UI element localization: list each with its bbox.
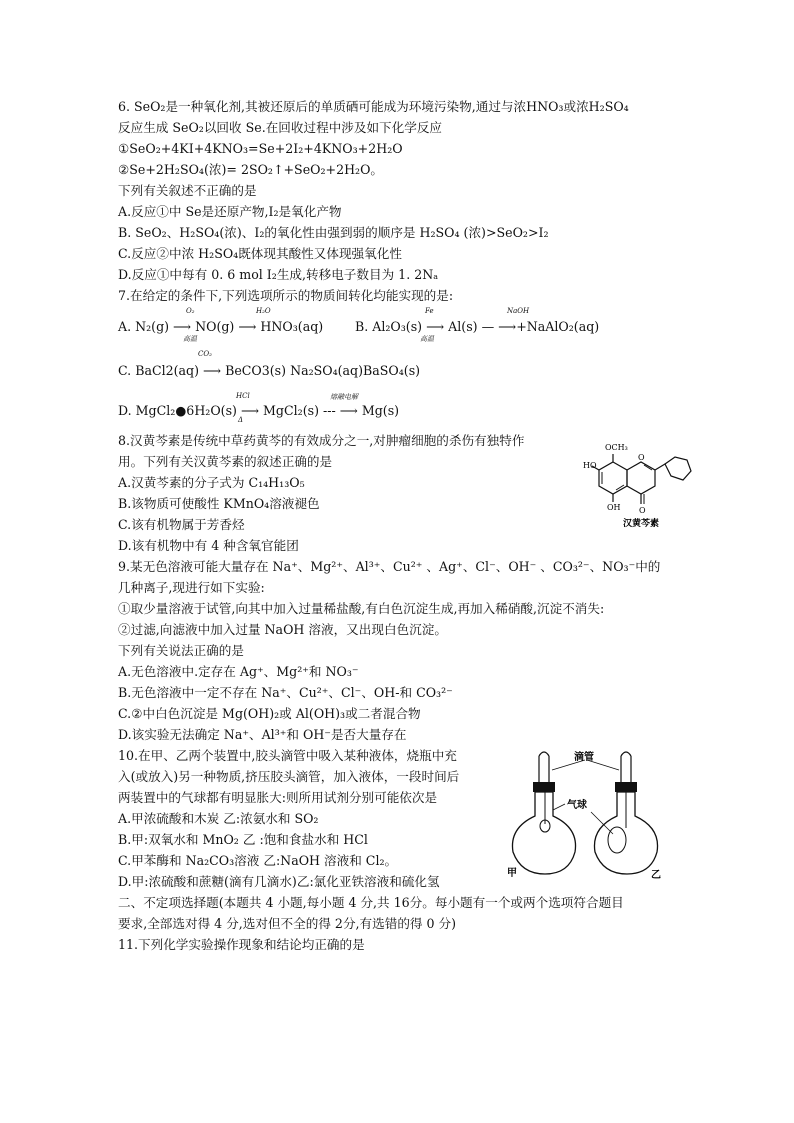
q7-c-arrow-label: CO₂ <box>198 350 212 358</box>
q9-option-b: B.无色溶液中一定不存在 Na⁺、Cu²⁺、Cl⁻、OH-和 CO₃²⁻ <box>118 685 453 700</box>
q9-option-a: A.无色溶液中.定存在 Ag⁺、Mg²⁺和 NO₃⁻ <box>118 664 359 679</box>
fig-ketone-oxygen-label: O <box>639 506 646 515</box>
q7-option-a: A. N₂(g) ⟶ NO(g) ⟶ HNO₃(aq) <box>118 319 324 334</box>
section2-title-line1: 二、不定项选择题(本题共 4 小题,每小题 4 分,共 16分。每小题有一个或两个选项符合题目 <box>118 895 624 910</box>
q7-option-d: D. MgCl₂●6H₂O(s) ⟶ MgCl₂(s) --- ⟶ Mg(s) <box>118 403 400 418</box>
balloon-apparatus-figure <box>505 748 667 880</box>
q7-option-c: C. BaCl2(aq) ⟶ BeCO3(s) Na₂SO₄(aq)BaSO₄(s) <box>118 363 421 378</box>
q8-option-b: B.该物质可使酸性 KMnO₄溶液褪色 <box>118 496 320 511</box>
q8-stem-line2: 用。下列有关汉黄芩素的叙述正确的是 <box>118 454 333 469</box>
q10-option-b: B.甲:双氧水和 MnO₂ 乙 :饱和食盐水和 HCl <box>118 832 368 847</box>
fig-ho-label: HO <box>583 461 597 470</box>
q6-stem-line1: 6. SeO₂是一种氧化剂,其被还原后的单质硒可能成为环境污染物,通过与浓HNO₃或浓H₂SO₄ <box>118 99 629 114</box>
q7-d-arrow1-condition: Δ <box>238 416 244 424</box>
q7-a-arrow1-condition: 高温 <box>183 335 197 343</box>
q7-a-arrow1-label: O₂ <box>186 307 195 315</box>
q11-stem: 11.下列化学实验操作现象和结论均正确的是 <box>118 937 365 952</box>
q8-stem-line1: 8.汉黄芩素是传统中草药黄芩的有效成分之一,对肿瘤细胞的杀伤有独特作 <box>118 433 525 448</box>
q10-option-d: D.甲:浓硫酸和蔗糖(滴有几滴水)乙:氯化亚铁溶液和硫化氢 <box>118 874 440 889</box>
q6-option-a: A.反应①中 Se是还原产物,I₂是氧化产物 <box>118 204 342 219</box>
fig-balloon-label: 气球 <box>567 800 587 811</box>
q7-a-arrow2-label: H₂O <box>256 307 271 315</box>
q10-option-a: A.甲浓硫酸和木炭 乙:浓氨水和 SO₂ <box>118 811 319 826</box>
fig-dropper-label: 滴管 <box>574 752 594 763</box>
q9-stem-line2: 几种离子,现进行如下实验: <box>118 580 265 595</box>
q6-stem-line2: 反应生成 SeO₂以回收 Se.在回收过程中涉及如下化学反应 <box>118 120 443 135</box>
q8-option-d: D.该有机物中有 4 种含氧官能团 <box>118 538 299 553</box>
q9-option-d: D.该实验无法确定 Na⁺、Al³⁺和 OH⁻是否大量存在 <box>118 727 407 742</box>
q6-option-d: D.反应①中每有 0. 6 mol I₂生成,转移电子数目为 1. 2Nₐ <box>118 267 439 282</box>
fig-yi-label: 乙 <box>651 870 661 880</box>
q9-question: 下列有关说法正确的是 <box>118 643 244 658</box>
q7-option-b: B. Al₂O₃(s) ⟶ Al(s) — ⟶+NaAlO₂(aq) <box>355 319 600 334</box>
q10-stem-line2: 入(或放入)另一种物质,挤压胶头滴管，加入液体，一段时间后 <box>118 769 460 784</box>
q7-b-arrow1-condition: 高温 <box>420 335 434 343</box>
q7-d-arrow2-label: 熔融电解 <box>330 393 358 401</box>
q6-option-b: B. SeO₂、H₂SO₄(浓)、I₂的氧化性由强到弱的顺序是 H₂SO₄ (浓)>SeO₂>I₂ <box>118 225 549 240</box>
fig-ring-oxygen-label: O <box>638 453 645 462</box>
fig-caption: 汉黄芩素 <box>623 519 660 529</box>
q7-b-arrow1-label: Fe <box>425 307 434 315</box>
q6-option-c: C.反应②中浓 H₂SO₄既体现其酸性又体现强氧化性 <box>118 246 402 261</box>
q7-b-arrow2-label: NaOH <box>507 307 530 315</box>
fig-och3-label: OCH₃ <box>605 443 628 452</box>
q7-stem: 7.在给定的条件下,下列选项所示的物质间转化均能实现的是: <box>118 288 454 303</box>
q7-d-arrow1-label: HCl <box>236 392 250 400</box>
q9-option-c: C.②中白色沉淀是 Mg(OH)₂或 Al(OH)₃或二者混合物 <box>118 706 421 721</box>
fig-oh-label: OH <box>607 503 621 512</box>
section2-title-line2: 要求,全部选对得 4 分,选对但不全的得 2分,有选错的得 0 分) <box>118 916 457 931</box>
q9-step-2: ②过滤,向滤液中加入过量 NaOH 溶液，又出现白色沉淀。 <box>118 622 447 637</box>
q10-stem-line3: 两装置中的气球都有明显胀大:则所用试剂分别可能依次是 <box>118 790 438 805</box>
wogonin-structure-figure <box>583 440 703 530</box>
q6-question: 下列有关叙述不正确的是 <box>118 183 257 198</box>
q6-equation-1: ①SeO₂+4KI+4KNO₃=Se+2I₂+4KNO₃+2H₂O <box>118 141 403 156</box>
q9-step-1: ①取少量溶液于试管,向其中加入过量稀盐酸,有白色沉淀生成,再加入稀硝酸,沉淀不消失: <box>118 601 605 616</box>
q8-option-a: A.汉黄芩素的分子式为 C₁₄H₁₃O₅ <box>118 475 305 490</box>
fig-jia-label: 甲 <box>507 868 517 879</box>
q10-option-c: C.甲苯酶和 Na₂CO₃溶液 乙:NaOH 溶液和 Cl₂。 <box>118 853 398 868</box>
q8-option-c: C.该有机物属于芳香烃 <box>118 517 245 532</box>
q6-equation-2: ②Se+2H₂SO₄(浓)= 2SO₂↑+SeO₂+2H₂O。 <box>118 162 384 177</box>
q10-stem-line1: 10.在甲、乙两个装置中,胶头滴管中吸入某种液体，烧瓶中充 <box>118 748 457 763</box>
q9-stem-line1: 9.某无色溶液可能大量存在 Na⁺、Mg²⁺、Al³⁺、Cu²⁺ 、Ag⁺、Cl⁻、OH⁻ 、CO₃²⁻、NO₃⁻中的 <box>118 559 661 574</box>
